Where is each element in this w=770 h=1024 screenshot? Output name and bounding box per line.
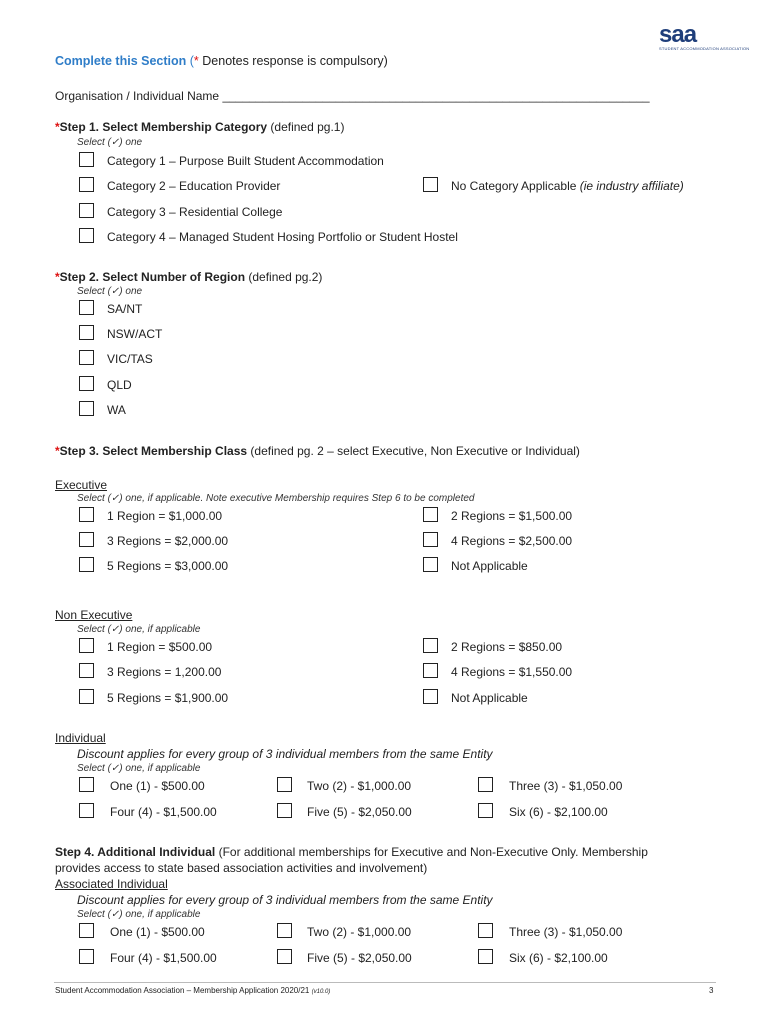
no-category-checkbox[interactable]	[423, 177, 438, 192]
nonexec-1-region-checkbox[interactable]	[79, 638, 94, 653]
step4-title: Step 4. Additional Individual	[55, 845, 216, 859]
step2-title: Step 2. Select Number of Region	[59, 270, 246, 284]
org-name-line[interactable]: ________________________________________________________________	[222, 89, 650, 103]
exec-4-regions-checkbox[interactable]	[423, 532, 438, 547]
note-rest: Denotes response is compulsory)	[198, 54, 388, 68]
step4-note: (For additional memberships for Executive and Non-Executive Only. Membership	[215, 845, 648, 859]
nonexec-3-regions-checkbox[interactable]	[79, 663, 94, 678]
logo-text: saa	[659, 21, 697, 48]
ind-six-label: Six (6) - $2,100.00	[509, 805, 608, 819]
region-wa-checkbox[interactable]	[79, 401, 94, 416]
ind-five-checkbox[interactable]	[277, 803, 292, 818]
assoc-four-label: Four (4) - $1,500.00	[110, 951, 217, 965]
ind-five-label: Five (5) - $2,050.00	[307, 805, 412, 819]
ind-six-checkbox[interactable]	[478, 803, 493, 818]
region-nsw-act-label: NSW/ACT	[107, 327, 163, 341]
nonexec-2-regions-checkbox[interactable]	[423, 638, 438, 653]
exec-2-regions-label: 2 Regions = $1,500.00	[451, 509, 573, 523]
org-name-label: Organisation / Individual Name	[55, 89, 220, 103]
nonexec-not-applicable-label: Not Applicable	[451, 691, 528, 705]
exec-1-region-label: 1 Region = $1,000.00	[107, 509, 223, 523]
category-4-label: Category 4 – Managed Student Hosing Portfolio or Student Hostel	[107, 230, 458, 244]
exec-2-regions-checkbox[interactable]	[423, 507, 438, 522]
step1-heading	[55, 120, 344, 134]
section-title: Complete this Section	[55, 54, 187, 68]
assoc-two-label: Two (2) - $1,000.00	[307, 925, 412, 939]
exec-not-applicable-checkbox[interactable]	[423, 557, 438, 572]
step2-select-note: Select (✓) one	[77, 286, 143, 297]
footer-title: Student Accommodation Association – Membership Application 2020/21	[55, 986, 312, 995]
saa-logo	[659, 21, 750, 52]
no-category-label	[451, 179, 684, 193]
exec-3-regions-label: 3 Regions = $2,000.00	[107, 534, 229, 548]
assoc-three-checkbox[interactable]	[478, 923, 493, 938]
assoc-six-checkbox[interactable]	[478, 949, 493, 964]
nonexec-2-regions-label: 2 Regions = $850.00	[451, 640, 563, 654]
step4-discount-note: Discount applies for every group of 3 individual members from the same Entity	[77, 893, 493, 907]
step4-heading	[55, 845, 715, 859]
step1-note: (defined pg.1)	[267, 120, 345, 134]
exec-5-regions-checkbox[interactable]	[79, 557, 94, 572]
no-category-text: No Category Applicable	[451, 179, 580, 193]
assoc-four-checkbox[interactable]	[79, 949, 94, 964]
step1-select-note: Select (✓) one	[77, 137, 143, 148]
step3-star: *	[55, 444, 60, 458]
region-vic-tas-label: VIC/TAS	[107, 352, 153, 366]
exec-4-regions-label: 4 Regions = $2,500.00	[451, 534, 573, 548]
ind-four-label: Four (4) - $1,500.00	[110, 805, 217, 819]
nonexec-not-applicable-checkbox[interactable]	[423, 689, 438, 704]
category-1-label: Category 1 – Purpose Built Student Accommodation	[107, 154, 384, 168]
ind-three-label: Three (3) - $1,050.00	[509, 779, 623, 793]
nonexec-3-regions-label: 3 Regions = 1,200.00	[107, 665, 222, 679]
exec-not-applicable-label: Not Applicable	[451, 559, 528, 573]
note-star: *	[193, 54, 199, 68]
ind-four-checkbox[interactable]	[79, 803, 94, 818]
step2-heading	[55, 270, 322, 284]
assoc-five-checkbox[interactable]	[277, 949, 292, 964]
region-qld-checkbox[interactable]	[79, 376, 94, 391]
region-sa-nt-label: SA/NT	[107, 302, 143, 316]
region-vic-tas-checkbox[interactable]	[79, 350, 94, 365]
assoc-two-checkbox[interactable]	[277, 923, 292, 938]
step4-note-line2: provides access to state based association activities and involvement)	[55, 861, 428, 875]
region-qld-label: QLD	[107, 378, 132, 392]
assoc-one-checkbox[interactable]	[79, 923, 94, 938]
logo-tagline: STUDENT ACCOMMODATION ASSOCIATION	[659, 46, 750, 51]
individual-discount-note: Discount applies for every group of 3 individual members from the same Entity	[77, 747, 493, 761]
assoc-five-label: Five (5) - $2,050.00	[307, 951, 412, 965]
category-4-checkbox[interactable]	[79, 228, 94, 243]
footer-divider	[54, 982, 716, 983]
category-3-checkbox[interactable]	[79, 203, 94, 218]
nonexec-4-regions-checkbox[interactable]	[423, 663, 438, 678]
step3-title: Step 3. Select Membership Class	[59, 444, 248, 458]
category-3-label: Category 3 – Residential College	[107, 205, 283, 219]
section-header	[55, 54, 388, 68]
footer-text	[55, 986, 330, 995]
ind-two-label: Two (2) - $1,000.00	[307, 779, 412, 793]
page-number: 3	[709, 986, 714, 995]
step1-title: Step 1. Select Membership Category	[59, 120, 268, 134]
nonexec-5-regions-checkbox[interactable]	[79, 689, 94, 704]
assoc-six-label: Six (6) - $2,100.00	[509, 951, 608, 965]
exec-1-region-checkbox[interactable]	[79, 507, 94, 522]
step3-note: (defined pg. 2 – select Executive, Non Executive or Individual)	[247, 444, 580, 458]
step1-star: *	[55, 120, 60, 134]
non-executive-select-note: Select (✓) one, if applicable	[77, 624, 201, 635]
nonexec-4-regions-label: 4 Regions = $1,550.00	[451, 665, 573, 679]
step4-select-note: Select (✓) one, if applicable	[77, 909, 201, 920]
ind-one-label: One (1) - $500.00	[110, 779, 205, 793]
assoc-three-label: Three (3) - $1,050.00	[509, 925, 623, 939]
nonexec-1-region-label: 1 Region = $500.00	[107, 640, 213, 654]
executive-heading: Executive	[55, 478, 108, 492]
individual-select-note: Select (✓) one, if applicable	[77, 763, 201, 774]
exec-3-regions-checkbox[interactable]	[79, 532, 94, 547]
region-wa-label: WA	[107, 403, 126, 417]
ind-one-checkbox[interactable]	[79, 777, 94, 792]
region-nsw-act-checkbox[interactable]	[79, 325, 94, 340]
ind-three-checkbox[interactable]	[478, 777, 493, 792]
category-2-label: Category 2 – Education Provider	[107, 179, 281, 193]
exec-5-regions-label: 5 Regions = $3,000.00	[107, 559, 229, 573]
org-name-row	[55, 89, 650, 103]
assoc-one-label: One (1) - $500.00	[110, 925, 205, 939]
associated-individual-heading: Associated Individual	[55, 877, 168, 891]
category-1-checkbox[interactable]	[79, 152, 94, 167]
region-sa-nt-checkbox[interactable]	[79, 300, 94, 315]
step3-heading	[55, 444, 580, 458]
step2-note: (defined pg.2)	[245, 270, 323, 284]
note-open: (	[186, 54, 194, 68]
individual-heading: Individual	[55, 731, 106, 745]
category-2-checkbox[interactable]	[79, 177, 94, 192]
nonexec-5-regions-label: 5 Regions = $1,900.00	[107, 691, 229, 705]
non-executive-heading: Non Executive	[55, 608, 133, 622]
step2-star: *	[55, 270, 60, 284]
executive-select-note: Select (✓) one, if applicable. Note executive Membership requires Step 6 to be completed	[77, 493, 475, 504]
footer-version: (v10.0)	[311, 989, 331, 995]
no-category-italic: (ie industry affiliate)	[579, 179, 684, 193]
ind-two-checkbox[interactable]	[277, 777, 292, 792]
